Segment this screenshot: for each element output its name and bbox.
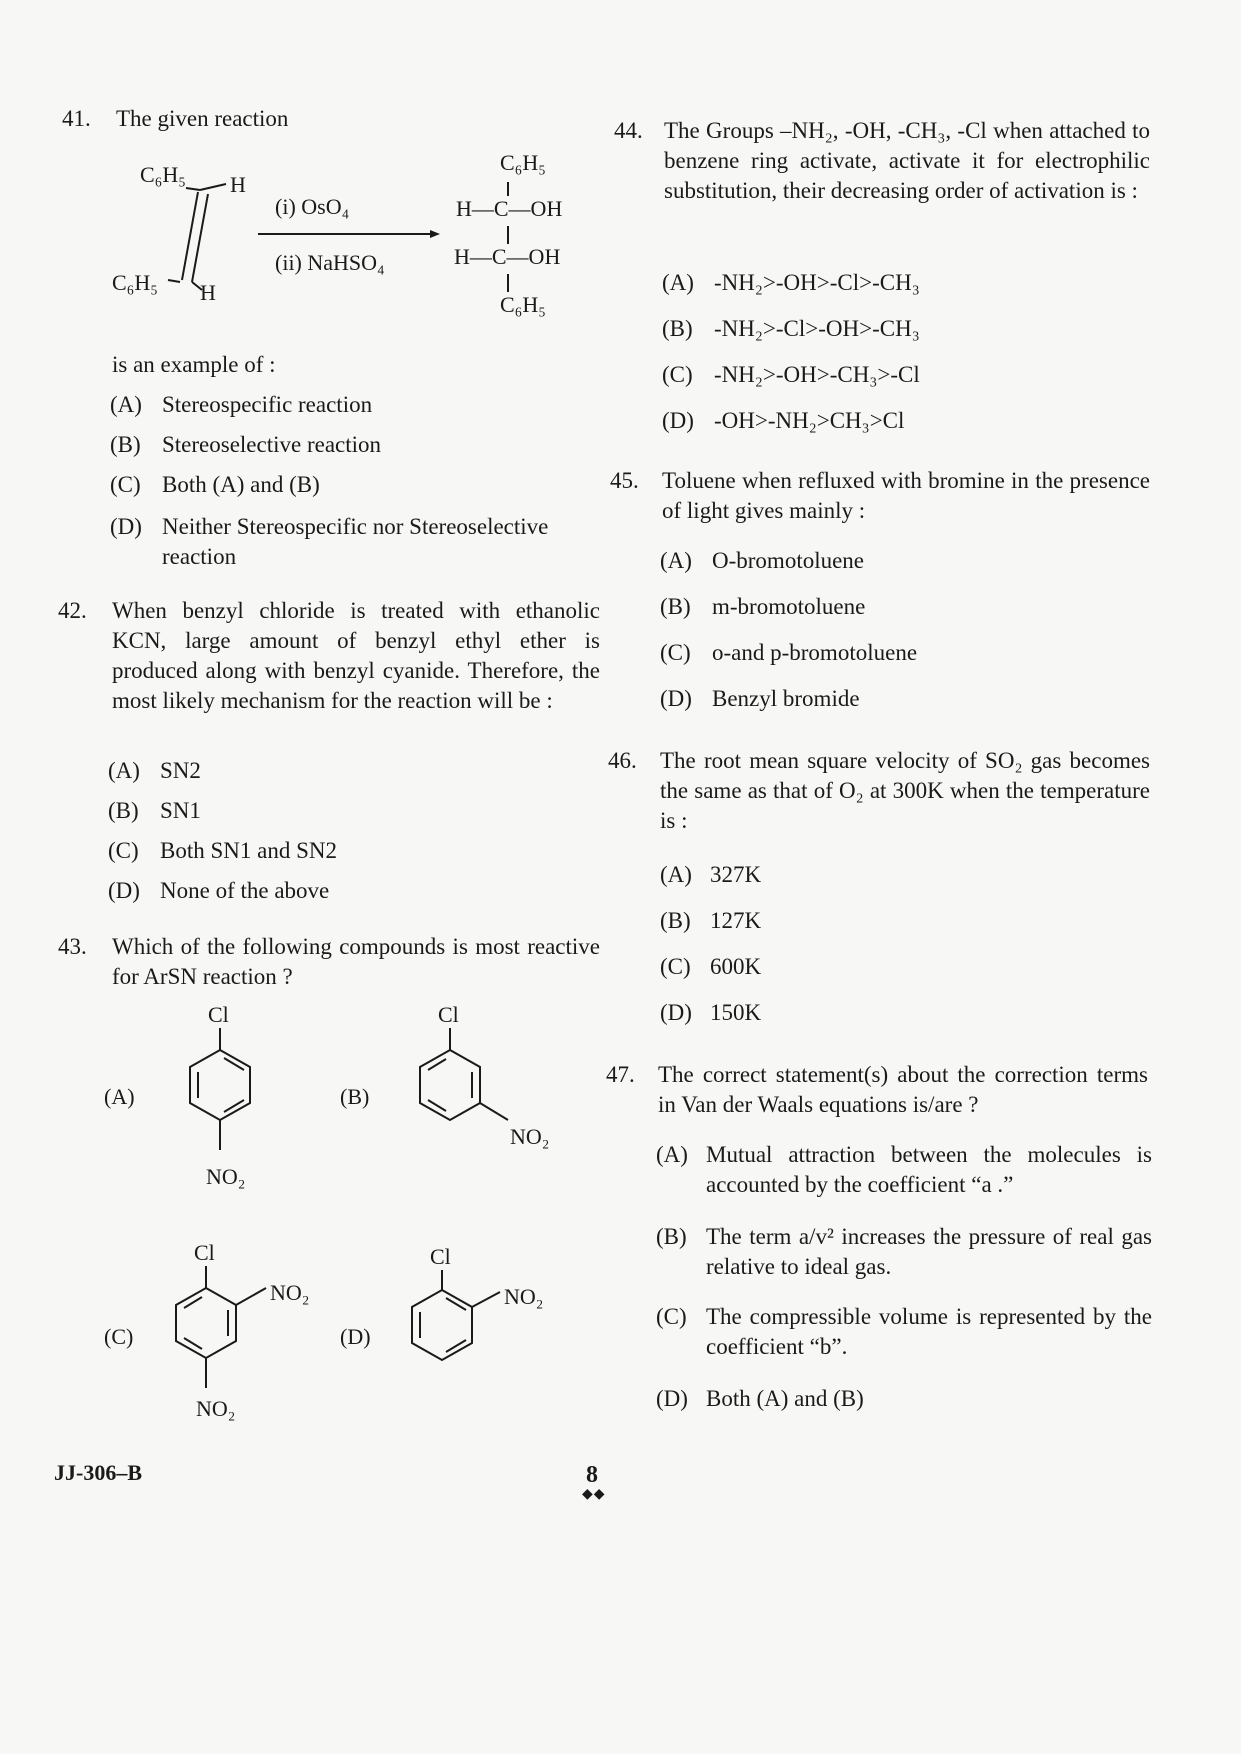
paper-code: JJ-306–B [54, 1460, 142, 1485]
substituent-cl: Cl [194, 1240, 215, 1265]
option-label: (C) [656, 1304, 687, 1329]
option-text: Stereospecific reaction [162, 392, 373, 417]
option-text: o-and p-bromotoluene [712, 640, 918, 665]
option-text: Stereoselective reaction [162, 432, 382, 457]
substituent-no2: NO₂ [504, 1284, 544, 1309]
reactant-top-right: H [230, 172, 246, 197]
product-top: C₆H₅ [500, 150, 546, 175]
option-text: SN1 [160, 798, 201, 823]
reactant-bottom-right: H [200, 280, 216, 305]
option-text: SN2 [160, 758, 201, 783]
option-label: (C) [110, 472, 141, 497]
option-text: 600K [710, 954, 762, 979]
option-text: 150K [710, 1000, 762, 1025]
footer-marks: ◆◆ [582, 1487, 606, 1502]
option-label: (A) [660, 862, 692, 887]
question-number: 44. [614, 118, 643, 143]
option-label: (C) [662, 362, 693, 387]
reactant-bottom-left: C₆H₅ [112, 270, 158, 295]
benzene-ring-c [100, 1238, 340, 1438]
option-label: (C) [108, 838, 139, 863]
option-label: (C) [660, 640, 691, 665]
product-bottom: C₆H₅ [500, 292, 546, 317]
option-label: (B) [662, 316, 693, 341]
q43-option-b [338, 1000, 578, 1180]
question-stem: Toluene when refluxed with bromine in the presence of light gives mainly : [662, 468, 1150, 523]
question-stem: The given reaction [116, 106, 289, 131]
question-number: 46. [608, 748, 637, 773]
option-label: (A) [656, 1142, 688, 1167]
reactant-top-left: C₆H₅ [140, 162, 186, 187]
option-label: (A) [108, 758, 140, 783]
benzene-ring-a [100, 1000, 300, 1200]
benzene-ring-b [338, 1000, 578, 1180]
question-41-tail: is an example of : [112, 352, 276, 377]
option-text: The term a/v² increases the pressure of real gas relative to ideal gas. [706, 1224, 1152, 1280]
question-number: 42. [58, 598, 87, 623]
option-text: Both SN1 and SN2 [160, 838, 337, 863]
option-text: -OH>-NH₂>CH₃>Cl [714, 408, 905, 433]
option-label: (D) [110, 514, 142, 539]
question-number: 43. [58, 934, 87, 959]
substituent-cl: Cl [208, 1002, 229, 1027]
question-number: 45. [610, 468, 639, 493]
substituent-no2-para: NO₂ [196, 1396, 236, 1421]
q43-option-c [100, 1238, 340, 1438]
option-label: (B) [656, 1224, 687, 1249]
option-label: (D) [656, 1386, 688, 1411]
option-text: The compressible volume is represented by the coefficient “b”. [706, 1304, 1152, 1360]
option-text: -NH₂>-Cl>-OH>-CH₃ [714, 316, 920, 341]
option-label: (A) [104, 1084, 135, 1109]
option-label: (B) [660, 908, 691, 933]
option-label: (D) [340, 1324, 371, 1349]
page-number: 8 [586, 1462, 598, 1488]
substituent-cl: Cl [438, 1002, 459, 1027]
product-row-2: H—C—OH [454, 244, 561, 269]
q43-option-a [100, 1000, 300, 1200]
question-stem: The correct statement(s) about the correction terms in Van der Waals equations is/are ? [658, 1062, 1148, 1117]
option-text: -NH₂>-OH>-Cl>-CH₃ [714, 270, 920, 295]
option-label: (C) [660, 954, 691, 979]
benzene-ring-d [338, 1238, 578, 1418]
q43-option-d [338, 1238, 578, 1418]
question-stem: When benzyl chloride is treated with ethanolic KCN, large amount of benzyl ethyl ether is produced along with benzyl cyanide. Therefore, the most likely mechanism for the reaction will be : [112, 598, 600, 713]
option-label: (B) [110, 432, 141, 457]
question-stem: The root mean square velocity of SO₂ gas becomes the same as that of O₂ at 300K when the temperature is : [660, 748, 1150, 833]
option-label: (A) [110, 392, 142, 417]
product-row-1: H—C—OH [456, 196, 563, 221]
option-text: None of the above [160, 878, 330, 903]
option-text: -NH₂>-OH>-CH₃>-Cl [714, 362, 920, 387]
substituent-no2: NO₂ [510, 1124, 550, 1149]
substituent-no2: NO₂ [206, 1164, 246, 1189]
option-label: (C) [104, 1324, 134, 1349]
option-text: 127K [710, 908, 762, 933]
question-stem: Which of the following compounds is most reactive for ArSN reaction ? [112, 934, 600, 989]
question-stem: The Groups –NH₂, -OH, -CH₃, -Cl when attached to benzene ring activate, activate it for electrophilic substitution, their decreasing order of activation is : [664, 118, 1150, 203]
option-label: (B) [340, 1084, 370, 1109]
option-text: Neither Stereospecific nor Stereoselective reaction [162, 514, 549, 570]
option-text: Benzyl bromide [712, 686, 860, 711]
option-label: (D) [662, 408, 694, 433]
option-label: (A) [662, 270, 694, 295]
option-text: O-bromotoluene [712, 548, 865, 573]
option-label: (B) [108, 798, 139, 823]
option-label: (B) [660, 594, 691, 619]
option-label: (A) [660, 548, 692, 573]
option-text: Both (A) and (B) [162, 472, 320, 497]
option-text: m-bromotoluene [712, 594, 866, 619]
option-label: (D) [660, 1000, 692, 1025]
reagent-2: (ii) NaHSO₄ [275, 250, 385, 275]
substituent-cl: Cl [430, 1244, 451, 1269]
reagent-1: (i) OsO₄ [275, 194, 350, 219]
option-label: (D) [108, 878, 140, 903]
substituent-no2-ortho: NO₂ [270, 1280, 310, 1305]
question-number: 47. [606, 1062, 635, 1087]
question-number: 41. [62, 106, 91, 131]
option-label: (D) [660, 686, 692, 711]
option-text: 327K [710, 862, 762, 887]
option-text: Both (A) and (B) [706, 1386, 864, 1411]
option-text: Mutual attraction between the molecules is accounted by the coefficient “a .” [706, 1142, 1152, 1198]
reaction-scheme [100, 150, 600, 340]
